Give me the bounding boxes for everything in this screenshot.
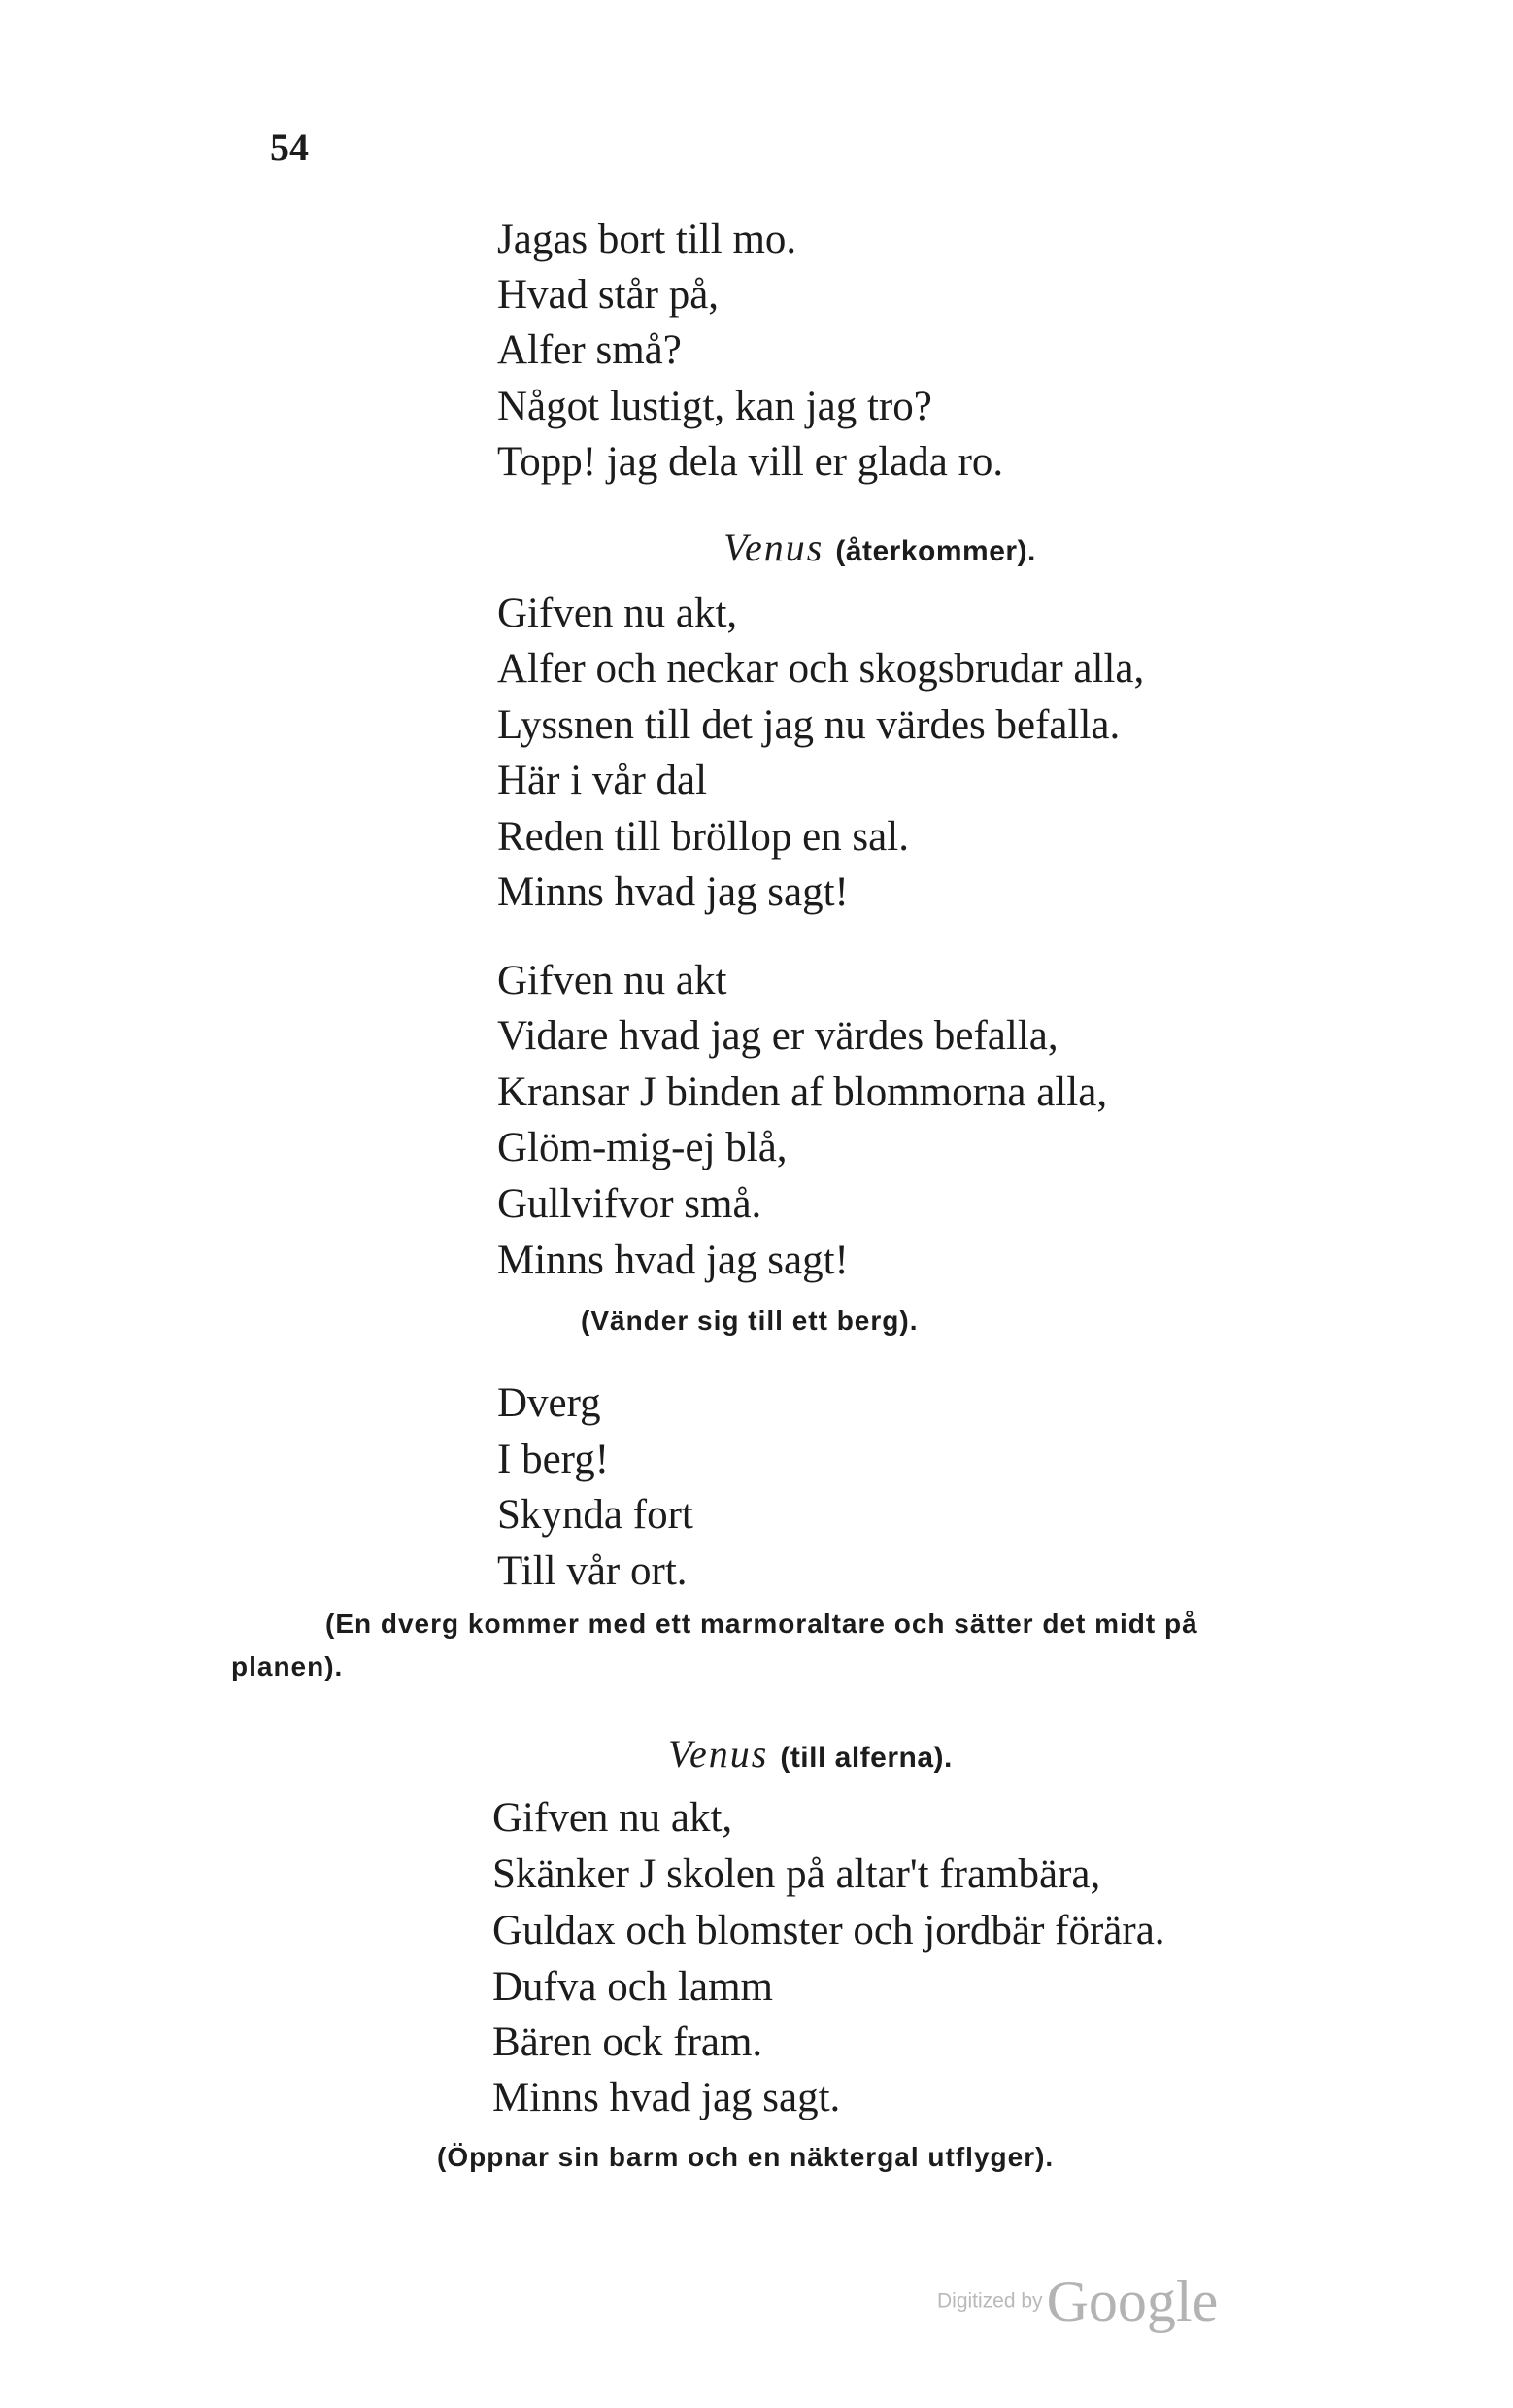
verse-line: Minns hvad jag sagt! bbox=[497, 869, 849, 915]
verse-line: Hvad står på, bbox=[497, 272, 720, 318]
speaker-direction: (till alferna). bbox=[780, 1742, 953, 1774]
speaker-name: Venus bbox=[723, 526, 824, 569]
digitized-by-watermark bbox=[937, 2268, 1218, 2335]
verse-line: Minns hvad jag sagt! bbox=[497, 1238, 849, 1283]
verse-line: Dverg bbox=[497, 1380, 601, 1426]
verse-line: Reden till bröllop en sal. bbox=[497, 814, 909, 860]
verse-line: Jagas bort till mo. bbox=[497, 217, 797, 262]
page-number: 54 bbox=[270, 125, 309, 169]
verse-line: Här i vår dal bbox=[497, 758, 708, 803]
stage-direction: (Vänder sig till ett berg). bbox=[581, 1306, 919, 1336]
verse-line: Guldax och blomster och jordbär förära. bbox=[492, 1908, 1165, 1953]
verse-line: Dufva och lamm bbox=[492, 1964, 773, 2010]
verse-line: Lyssnen till det jag nu värdes befalla. bbox=[497, 702, 1121, 748]
verse-line: Gifven nu akt bbox=[497, 958, 727, 1003]
speaker-heading bbox=[723, 525, 1036, 570]
verse-line: Skynda fort bbox=[497, 1492, 693, 1538]
stage-direction: (Öppnar sin barm och en näktergal utflyger). bbox=[437, 2142, 1055, 2172]
verse-line: Till vår ort. bbox=[497, 1548, 688, 1594]
verse-line: Kransar J binden af blommorna alla, bbox=[497, 1069, 1108, 1115]
verse-line: Gullvifvor små. bbox=[497, 1181, 762, 1227]
stage-direction-continued: planen). bbox=[231, 1651, 344, 1681]
verse-line: Glöm-mig-ej blå, bbox=[497, 1125, 788, 1170]
verse-line: Topp! jag dela vill er glada ro. bbox=[497, 439, 1004, 485]
verse-line: Alfer och neckar och skogsbrudar alla, bbox=[497, 646, 1145, 692]
verse-line: Alfer små? bbox=[497, 327, 682, 373]
verse-line: Något lustigt, kan jag tro? bbox=[497, 384, 932, 429]
verse-line: Bären ock fram. bbox=[492, 2019, 763, 2065]
watermark-prefix: Digitized by bbox=[937, 2289, 1043, 2313]
speaker-heading bbox=[668, 1731, 953, 1777]
verse-line: Gifven nu akt, bbox=[497, 591, 738, 636]
verse-line: Skänker J skolen på altar't frambära, bbox=[492, 1851, 1101, 1897]
stage-direction: (En dverg kommer med ett marmoraltare och sätter det midt på bbox=[325, 1609, 1198, 1639]
verse-line: Minns hvad jag sagt. bbox=[492, 2075, 841, 2120]
verse-line: I berg! bbox=[497, 1437, 610, 1482]
google-logo: Google bbox=[1046, 2269, 1219, 2333]
verse-line: Vidare hvad jag er värdes befalla, bbox=[497, 1013, 1059, 1059]
speaker-name: Venus bbox=[668, 1732, 769, 1776]
speaker-direction: (återkommer). bbox=[835, 535, 1036, 567]
verse-line: Gifven nu akt, bbox=[492, 1795, 733, 1841]
